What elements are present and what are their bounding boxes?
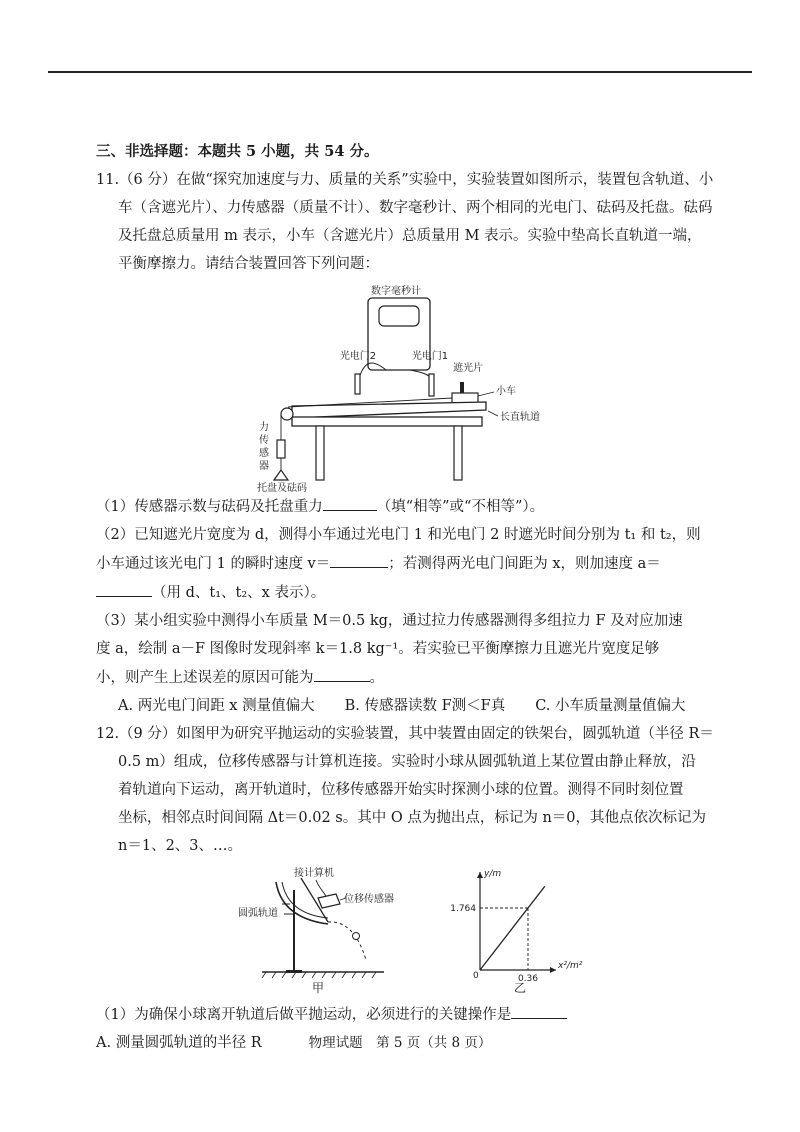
q11-part3-line1: （3）某小组实验中测得小车质量 M＝0.5 kg，通过拉力传感器测得多组拉力 F 及对应加速 [96,613,683,629]
timer-label: 数字毫秒计 [371,286,421,297]
force-sensor [277,440,285,458]
q12-option-a[interactable]: A. 测量圆弧轨道的半径 R [96,1035,262,1051]
q11-part1-hint: （填“相等”或“不相等”）。 [376,499,545,515]
answer-blank[interactable] [323,492,377,511]
q12-part1 [96,1000,708,1029]
cart [452,393,478,403]
option-b[interactable]: B. 传感器读数 F测＜F真 [344,698,506,714]
option-c[interactable]: C. 小车质量测量值偏大 [535,698,686,714]
arc-track-label: 圆弧轨道 [238,908,278,919]
computer-cable [316,880,326,896]
apparatus-diagram [96,278,708,492]
table-top [292,417,482,426]
sensor-label-char: 感 [259,448,269,459]
graph-origin-label: 0 [473,971,479,981]
sensor-label-char: 器 [259,461,269,472]
question-12 [96,720,714,1057]
ball [353,933,360,940]
graph-y-tick: 1.764 [450,904,476,914]
table-leg-right [454,426,462,480]
answer-blank[interactable] [511,1000,567,1019]
shutter-label: 遮光片 [453,363,483,374]
q11-stem-line: 及托盘总质量用 m 表示，小车（含遮光片）总质量用 M 表示。实验中垫高长直轨道一端， [118,228,702,244]
track-pointer [488,411,498,416]
pulley [281,408,293,420]
q11-part1 [96,492,708,521]
q11-part2-line3 [96,578,708,607]
cart-pointer [478,392,494,396]
fit-line [480,886,545,970]
q11-part3-text: 。 [369,670,384,686]
track-label: 长直轨道 [500,412,540,423]
displacement-sensor [318,894,340,908]
light-shutter [460,382,464,393]
q11-part2-line1: （2）已知遮光片宽度为 d，测得小车通过光电门 1 和光电门 2 时遮光时间分别为 t₁ 和 t₂，则 [96,527,701,543]
figure-caption-jia: 甲 [311,981,325,995]
q12-stem-line: n＝1、2、3、…。 [118,838,243,854]
graph-x-label: x²/m² [558,961,583,971]
answer-blank[interactable] [330,549,388,568]
displacement-sensor-label: 位移传感器 [344,894,394,905]
q11-part3-line3 [96,663,708,692]
gate2-label: 光电门2 [339,351,377,362]
q11-part2-text: 小车通过该光电门 1 的瞬时速度 v＝ [96,556,331,572]
q11-stem-line: 平衡摩擦力。请结合装置回答下列问题： [118,256,379,272]
q11-part2-line2 [96,549,708,578]
section-title: 三、非选择题：本题共 5 小题，共 54 分。 [96,143,379,160]
question-11 [96,166,714,720]
q11-part3-text: 小，则产生上述误差的原因可能为 [96,670,314,686]
photogate-1 [429,374,434,396]
q11-part3-line2: 度 a，绘制 a－F 图像时发现斜率 k＝1.8 kg⁻¹。若实验已平衡摩擦力且遮光片宽度足够 [96,641,660,657]
stand-base [286,970,302,973]
q11-stem-line: 车（含遮光片）、力传感器（质量不计）、数字毫秒计、两个相同的光电门、砝码及托盘。砝码 [118,200,713,216]
timer-display [379,306,419,326]
q11-stem-line: 11.（6 分）在做“探究加速度与力、质量的关系”实验中，实验装置如图所示，装置包含轨道、小 [96,172,714,188]
q12-stem-line: 12.（9 分）如图甲为研究平抛运动的实验装置，其中装置由固定的铁架台，圆弧轨道（半径 R＝ [96,726,714,742]
projectile-path [328,922,366,960]
tray-with-weights [274,470,288,480]
graph-x-tick: 0.36 [517,974,539,984]
y-axis-arrow [477,872,483,878]
tray-label: 托盘及砝码 [257,483,307,492]
q12-stem-line: 着轨道向下运动，离开轨道时，位移传感器开始实时探测小球的位置。测得不同时刻位置 [118,782,684,798]
q11-options [96,692,708,720]
q12-stem-line: 坐标，相邻点时间间隔 Δt＝0.02 s。其中 O 点为抛出点，标记为 n＝0，其他点依次标记为 [118,810,707,826]
sensor-label-char: 传 [259,435,269,446]
answer-blank[interactable] [314,663,370,682]
q11-part2-text: ；若测得两光电门间距为 x，则加速度 a＝ [388,556,661,572]
q12-stem-line: 0.5 m）组成，位移传感器与计算机连接。实验时小球从圆弧轨道上某位置由静止释放，沿 [118,754,696,770]
computer-label: 接计算机 [294,868,334,879]
ground-hatching [262,972,376,978]
table-leg-left [316,426,324,480]
header-rule [48,71,752,73]
q12-diagrams [96,860,708,1000]
q12-figures [96,860,708,1000]
option-a[interactable]: A. 两光电门间距 x 测量值偏大 [118,698,315,714]
figure-caption-yi: 乙 [513,981,527,995]
photogate-2 [355,374,360,394]
q11-apparatus-figure [96,278,708,492]
page-footer: 物理试题 第 5 页（共 8 页） [308,1035,492,1051]
long-track [292,402,486,418]
x-axis-arrow [550,967,556,973]
answer-blank[interactable] [96,578,152,597]
exam-page [96,138,714,1057]
gate1-label: 光电门1 [411,351,449,362]
cart-label: 小车 [496,386,516,397]
q11-part2-hint: （用 d、t₁、t₂、x 表示）。 [152,585,326,601]
sensor-label-char: 力 [259,422,269,433]
q12-part1-text: （1）为确保小球离开轨道后做平抛运动，必须进行的关键操作是 [96,1007,512,1023]
q11-part1-text: （1）传感器示数与砝码及托盘重力 [96,499,323,515]
graph-y-label: y/m [484,869,502,879]
